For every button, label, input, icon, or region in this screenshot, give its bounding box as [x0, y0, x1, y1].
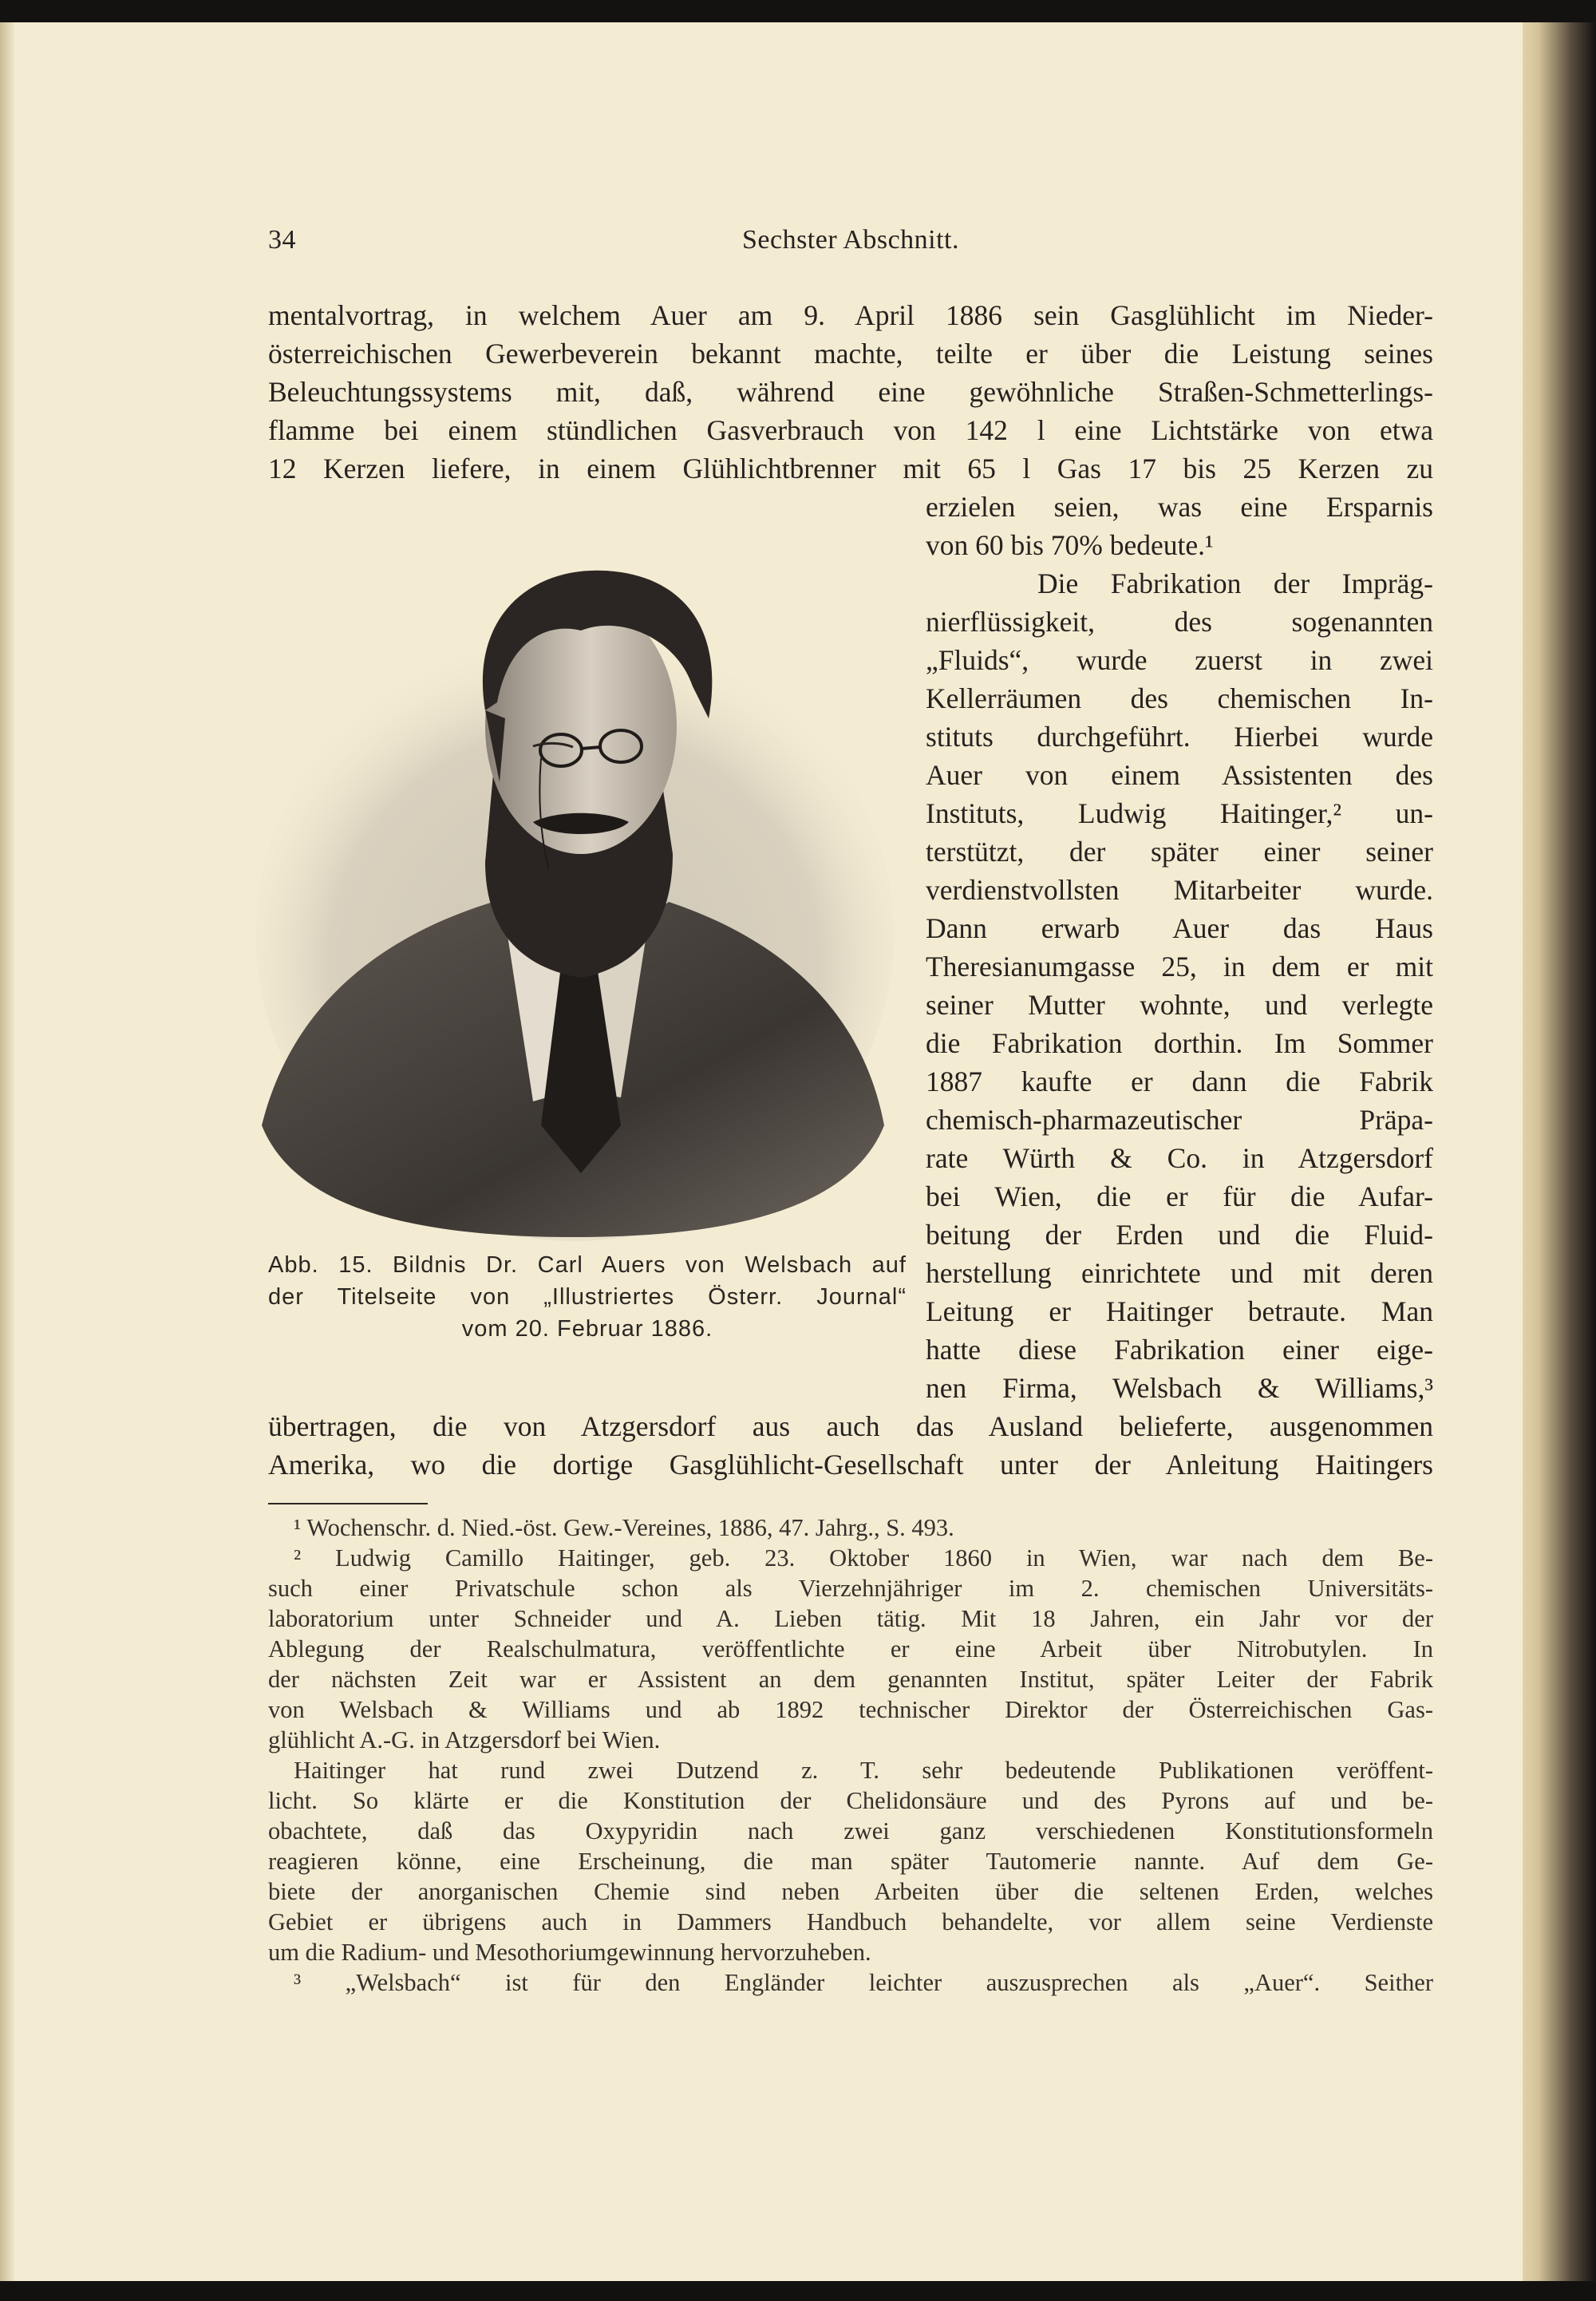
column-line: Leitung er Haitinger betraute. Man	[926, 1295, 1433, 1327]
column-line: Die Fabrikation der Impräg-	[1037, 567, 1433, 599]
footnote-line: reagieren könne, eine Erscheinung, die man später Tautomerie nannte. Auf dem Ge-	[268, 1848, 1433, 1875]
column-line: die Fabrikation dorthin. Im Sommer	[926, 1027, 1433, 1059]
figure-caption	[268, 1249, 907, 1345]
section-title: Sechster Abschnitt.	[741, 225, 960, 255]
running-head	[268, 225, 1433, 267]
footnote-line: Gebiet er übrigens auch in Dammers Handbuch behandelte, vor allem seine Verdienste	[268, 1908, 1433, 1935]
footnote-line: der nächsten Zeit war er Assistent an dem genannten Institut, später Leiter der Fabrik	[268, 1666, 1433, 1693]
column-line: stituts durchgeführt. Hierbei wurde	[926, 721, 1433, 753]
footnote-line: Haitinger hat rund zwei Dutzend z. T. sehr bedeutende Publikationen veröffent-	[294, 1757, 1433, 1784]
column-line: herstellung einrichtete und mit deren	[926, 1257, 1433, 1289]
column-line: von 60 bis 70% bedeute.¹	[926, 529, 1214, 561]
column-line: Kellerräumen des chemischen In-	[926, 682, 1433, 714]
caption-line: Abb. 15. Bildnis Dr. Carl Auers von Welsbach auf	[268, 1252, 907, 1278]
column-line: 1887 kaufte er dann die Fabrik	[926, 1065, 1433, 1097]
column-line: Dann erwarb Auer das Haus	[926, 912, 1433, 944]
page-number: 34	[268, 225, 296, 255]
caption-line: der Titelseite von „Illustriertes Österr. Journal“	[268, 1284, 907, 1310]
column-line: rate Würth & Co. in Atzgersdorf	[926, 1142, 1433, 1174]
column-line: nierflüssigkeit, des sogenannten	[926, 606, 1433, 638]
column-line: erzielen seien, was eine Ersparnis	[926, 491, 1433, 523]
pince-nez-bridge	[582, 747, 600, 749]
body-line: flamme bei einem stündlichen Gasverbrauch von 142 l eine Lichtstärke von etwa	[268, 414, 1433, 446]
column-line: chemisch-pharmazeutischer Präpa-	[926, 1104, 1433, 1136]
footnote-line: obachtete, daß das Oxypyridin nach zwei ganz verschiedenen Konstitutionsformeln	[268, 1817, 1433, 1844]
column-line: nen Firma, Welsbach & Williams,³	[926, 1372, 1433, 1404]
footnote-line: ¹ Wochenschr. d. Nied.-öst. Gew.-Vereines, 1886, 47. Jahrg., S. 493.	[294, 1514, 954, 1541]
column-line: Theresianumgasse 25, in dem er mit	[926, 951, 1433, 982]
footnote-line: glühlicht A.-G. in Atzgersdorf bei Wien.	[268, 1726, 661, 1753]
body-line: Amerika, wo die dortige Gasglühlicht-Gesellschaft unter der Anleitung Haitingers	[268, 1449, 1433, 1481]
body-line: mentalvortrag, in welchem Auer am 9. April 1886 sein Gasglühlicht im Nieder-	[268, 299, 1433, 331]
column-line: terstützt, der später einer seiner	[926, 836, 1433, 868]
column-line: „Fluids“, wurde zuerst in zwei	[926, 644, 1433, 676]
footnote-line: biete der anorganischen Chemie sind neben Arbeiten über die seltenen Erden, welches	[268, 1878, 1433, 1905]
body-line: 12 Kerzen liefere, in einem Glühlichtbrenner mit 65 l Gas 17 bis 25 Kerzen zu	[268, 453, 1433, 484]
column-line: bei Wien, die er für die Aufar-	[926, 1180, 1433, 1212]
body-line: übertragen, die von Atzgersdorf aus auch das Ausland belieferte, ausgenommen	[268, 1410, 1433, 1442]
portrait-figure	[246, 519, 895, 1241]
body-line: österreichischen Gewerbeverein bekannt machte, teilte er über die Leistung seines	[268, 338, 1433, 370]
column-line: beitung der Erden und die Fluid-	[926, 1219, 1433, 1251]
footnote-line: such einer Privatschule schon als Vierzehnjähriger im 2. chemischen Universitäts-	[268, 1575, 1433, 1602]
footnote-line: ³ „Welsbach“ ist für den Engländer leichter auszusprechen als „Auer“. Seither	[294, 1969, 1433, 1996]
footnote-line: von Welsbach & Williams und ab 1892 technischer Direktor der Österreichischen Gas-	[268, 1696, 1433, 1723]
footnote-line: um die Radium- und Mesothoriumgewinnung hervorzuheben.	[268, 1939, 871, 1966]
column-line: hatte diese Fabrikation einer eige-	[926, 1334, 1433, 1366]
column-line: Auer von einem Assistenten des	[926, 759, 1433, 791]
footnote-line: licht. So klärte er die Konstitution der Chelidonsäure und des Pyrons auf und be-	[268, 1787, 1433, 1814]
body-line: Beleuchtungssystems mit, daß, während eine gewöhnliche Straßen-Schmetterlings-	[268, 376, 1433, 408]
column-line: Instituts, Ludwig Haitinger,² un-	[926, 797, 1433, 829]
column-line: verdienstvollsten Mitarbeiter wurde.	[926, 874, 1433, 906]
caption-line: vom 20. Februar 1886.	[461, 1316, 713, 1342]
footnote-line: Ablegung der Realschulmatura, veröffentlichte er eine Arbeit über Nitrobutylen. In	[268, 1635, 1433, 1662]
footnote-rule	[268, 1503, 428, 1504]
column-line: seiner Mutter wohnte, und verlegte	[926, 989, 1433, 1021]
footnote-line: ² Ludwig Camillo Haitinger, geb. 23. Oktober 1860 in Wien, war nach dem Be-	[294, 1544, 1433, 1572]
footnote-line: laboratorium unter Schneider und A. Lieben tätig. Mit 18 Jahren, ein Jahr vor der	[268, 1605, 1433, 1632]
